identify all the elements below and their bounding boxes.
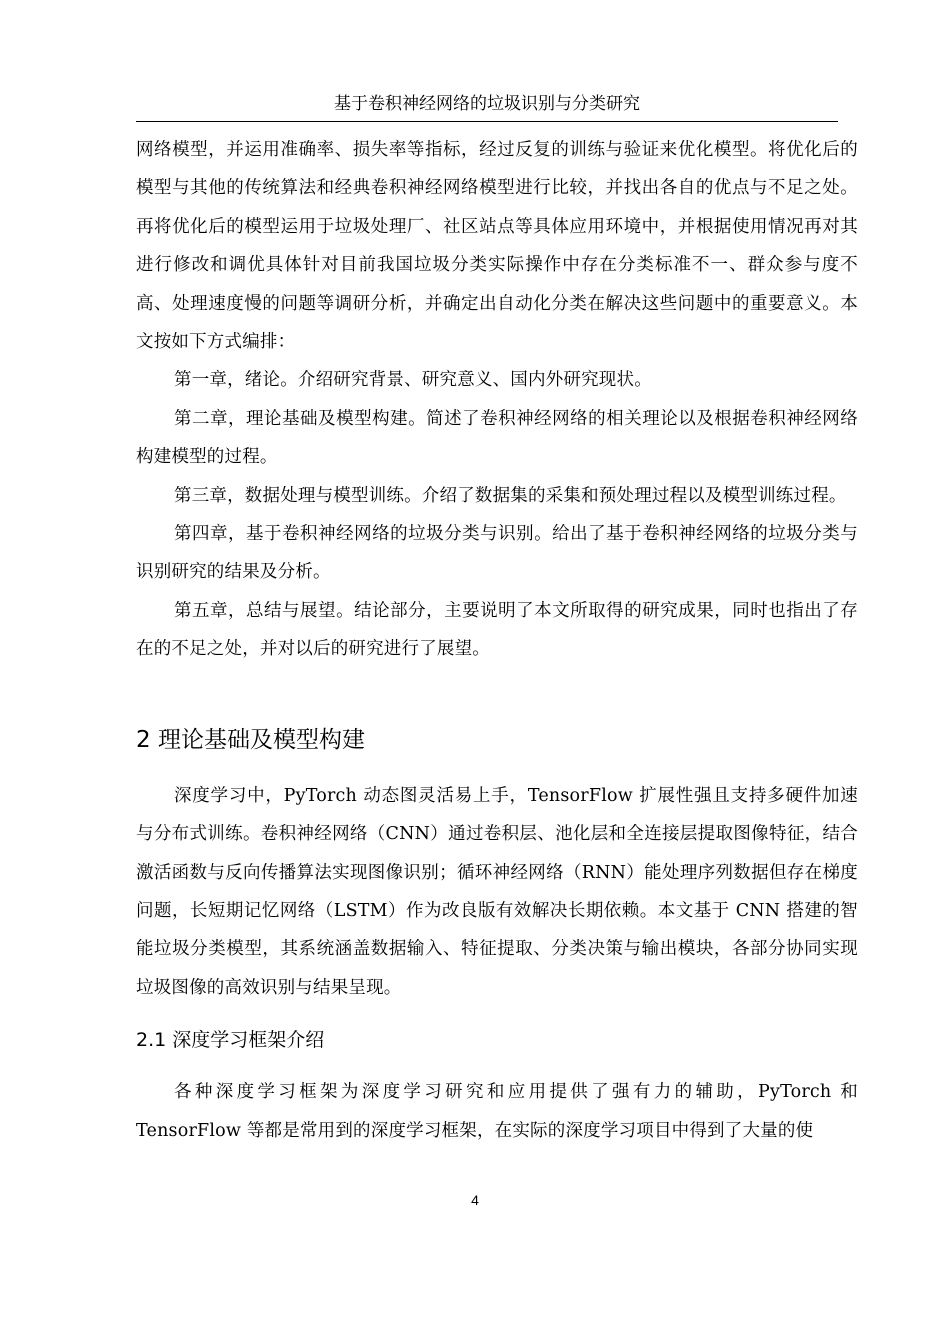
chapter-5-summary: 第五章，总结与展望。结论部分，主要说明了本文所取得的研究成果，同时也指出了存在的不足之处，并对以后的研究进行了展望。 <box>136 600 858 660</box>
section-2-paragraph: 深度学习中，PyTorch 动态图灵活易上手，TensorFlow 扩展性强且支持多硬件加速与分布式训练。卷积神经网络（CNN）通过卷积层、池化层和全连接层提取图像特征，结合激活函数与反向传播算法实现图像识别；循环神经网络（RNN）能处理序列数据但存在梯度问题，长短期记忆网络（LSTM）作为改良版有效解决长期依赖。本文基于 CNN 搭建的智能垃圾分类模型，其系统涵盖数据输入、特征提取、分类决策与输出模块，各部分协同实现垃圾图像的高效识别与结果呈现。 <box>136 785 858 998</box>
running-header: 基于卷积神经网络的垃圾识别与分类研究 <box>334 94 640 114</box>
section-2-heading: 2 理论基础及模型构建 <box>136 726 365 753</box>
section-2-1-paragraph: 各种深度学习框架为深度学习研究和应用提供了强有力的辅助，PyTorch 和 TensorFlow 等都是常用到的深度学习框架，在实际的深度学习项目中得到了大量的使 <box>136 1082 858 1141</box>
intro-paragraph: 网络模型，并运用准确率、损失率等指标，经过反复的训练与验证来优化模型。将优化后的模型与其他的传统算法和经典卷积神经网络模型进行比较，并找出各自的优点与不足之处。再将优化后的模型运用于垃圾处理厂、社区站点等具体应用环境中，并根据使用情况再对其进行修改和调优具体针对目前我国垃圾分类实际操作中存在分类标准不一、群众参与度不高、处理速度慢的问题等调研分析，并确定出自动化分类在解决这些问题中的重要意义。本文按如下方式编排： <box>136 140 858 353</box>
page-number: 4 <box>471 1192 479 1208</box>
header-rule <box>136 121 838 122</box>
chapter-1-summary: 第一章，绪论。介绍研究背景、研究意义、国内外研究现状。 <box>174 370 652 391</box>
section-2-1-heading: 2.1 深度学习框架介绍 <box>136 1029 325 1052</box>
page-content <box>136 131 858 1150</box>
chapter-4-summary: 第四章，基于卷积神经网络的垃圾分类与识别。给出了基于卷积神经网络的垃圾分类与识别研究的结果及分析。 <box>136 524 858 583</box>
chapter-2-summary: 第二章，理论基础及模型构建。简述了卷积神经网络的相关理论以及根据卷积神经网络构建模型的过程。 <box>136 408 858 468</box>
chapter-3-summary: 第三章，数据处理与模型训练。介绍了数据集的采集和预处理过程以及模型训练过程。 <box>174 485 847 506</box>
